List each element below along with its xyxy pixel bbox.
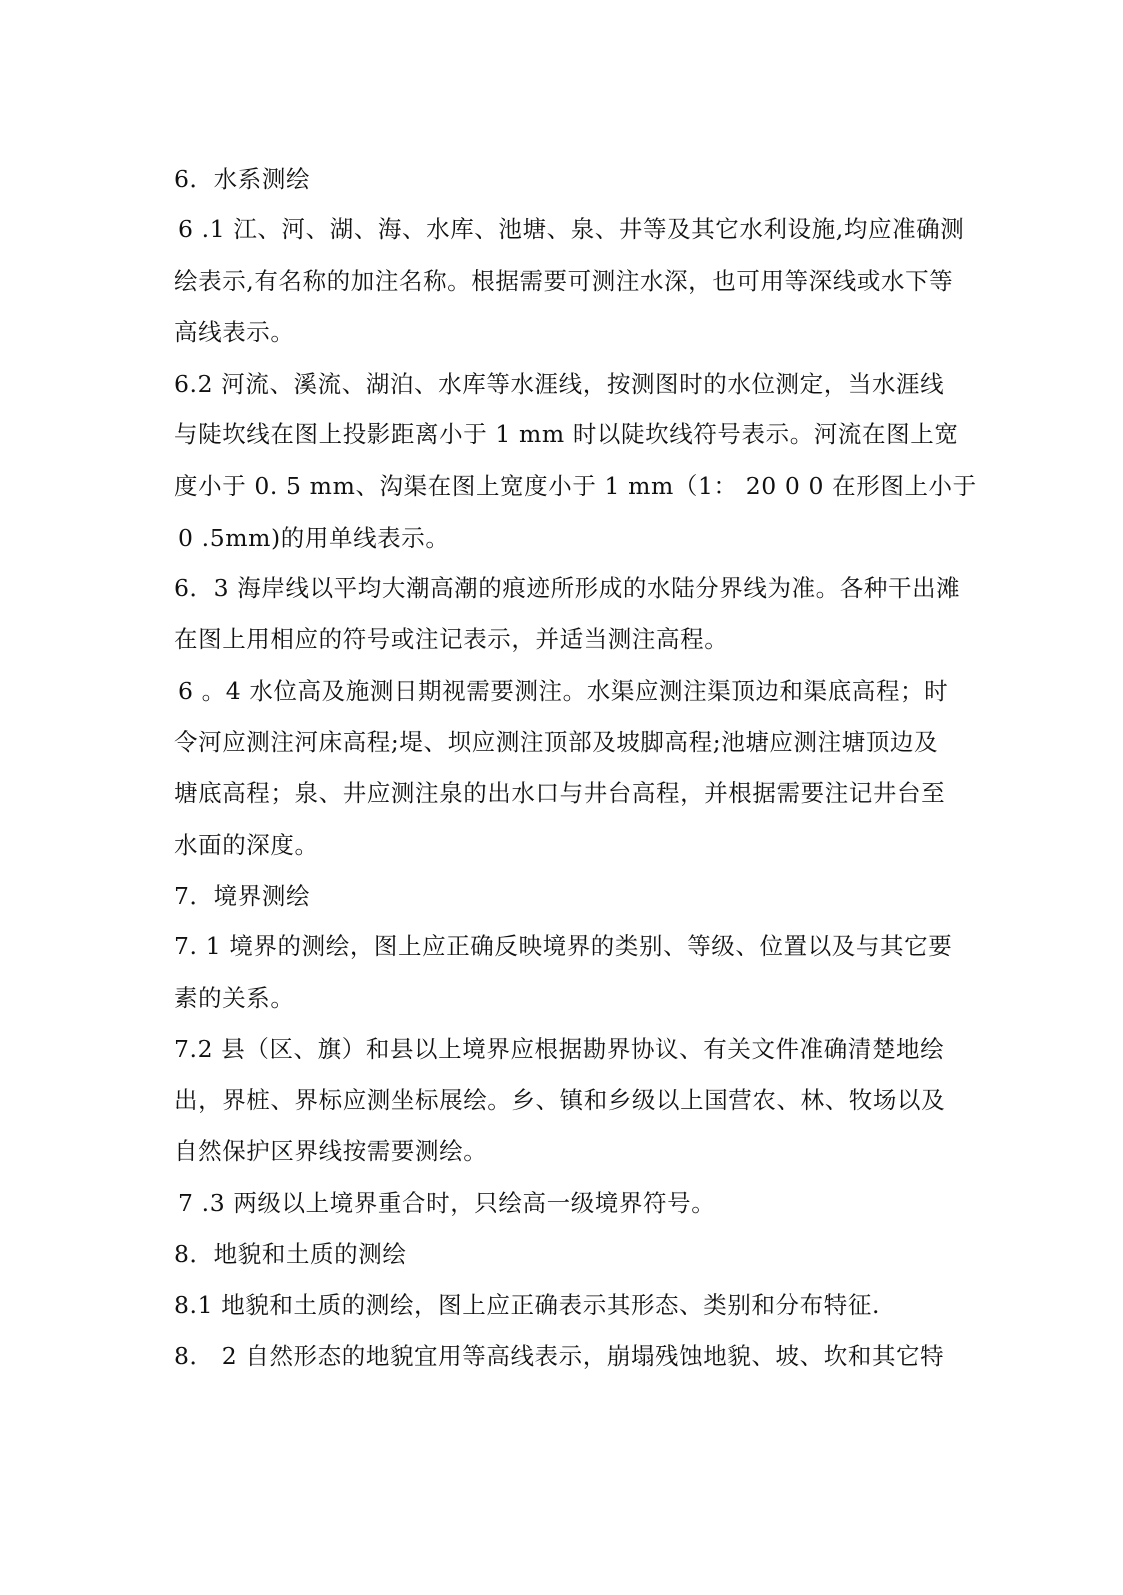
paragraph-line: 水面的深度。 — [174, 831, 319, 859]
section-6-heading: 6．水系测绘 — [174, 165, 311, 193]
paragraph-line: 绘表示,有名称的加注名称。根据需要可测注水深，也可用等深线或水下等 — [174, 267, 954, 295]
paragraph-line: 0 .5mm)的用单线表示。 — [178, 524, 450, 552]
paragraph-line: 高线表示。 — [174, 318, 295, 346]
paragraph-line: 7 .3 两级以上境界重合时，只绘高一级境界符号。 — [178, 1189, 716, 1217]
paragraph-line: 与陡坎线在图上投影距离小于 1 mm 时以陡坎线符号表示。河流在图上宽 — [174, 420, 959, 448]
paragraph-line: 塘底高程；泉、井应测注泉的出水口与井台高程，并根据需要注记井台至 — [174, 779, 946, 807]
paragraph-line: 6 .1 江、河、湖、海、水库、池塘、泉、井等及其它水利设施,均应准确测 — [178, 215, 965, 243]
paragraph-line: 在图上用相应的符号或注记表示，并适当测注高程。 — [174, 625, 729, 653]
paragraph-line: 7.2 县（区、旗）和县以上境界应根据勘界协议、有关文件准确清楚地绘 — [174, 1035, 945, 1063]
paragraph-line: 8． 2 自然形态的地貌宜用等高线表示，崩塌残蚀地貌、坡、坎和其它特 — [174, 1342, 945, 1370]
paragraph-line: 素的关系。 — [174, 984, 295, 1012]
paragraph-line: 6．3 海岸线以平均大潮高潮的痕迹所形成的水陆分界线为准。各种干出滩 — [174, 574, 961, 602]
section-7-heading: 7．境界测绘 — [174, 882, 311, 910]
paragraph-line: 令河应测注河床高程;堤、坝应测注顶部及坡脚高程;池塘应测注塘顶边及 — [174, 728, 939, 756]
paragraph-line: 7. 1 境界的测绘，图上应正确反映境界的类别、等级、位置以及与其它要 — [174, 932, 953, 960]
paragraph-line: 6.2 河流、溪流、湖泊、水库等水涯线，按测图时的水位测定，当水涯线 — [174, 370, 945, 398]
section-8-heading: 8．地貌和土质的测绘 — [174, 1240, 407, 1268]
paragraph-line: 出，界桩、界标应测坐标展绘。乡、镇和乡级以上国营农、林、牧场以及 — [174, 1086, 946, 1114]
paragraph-line: 6 。4 水位高及施测日期视需要测注。水渠应测注渠顶边和渠底高程；时 — [178, 677, 949, 705]
paragraph-line: 8.1 地貌和土质的测绘，图上应正确表示其形态、类别和分布特征. — [174, 1291, 881, 1319]
paragraph-line: 度小于 0. 5 mm、沟渠在图上宽度小于 1 mm（1： 20 0 0 在形图上小于 — [174, 472, 977, 500]
paragraph-line: 自然保护区界线按需要测绘。 — [174, 1137, 488, 1165]
